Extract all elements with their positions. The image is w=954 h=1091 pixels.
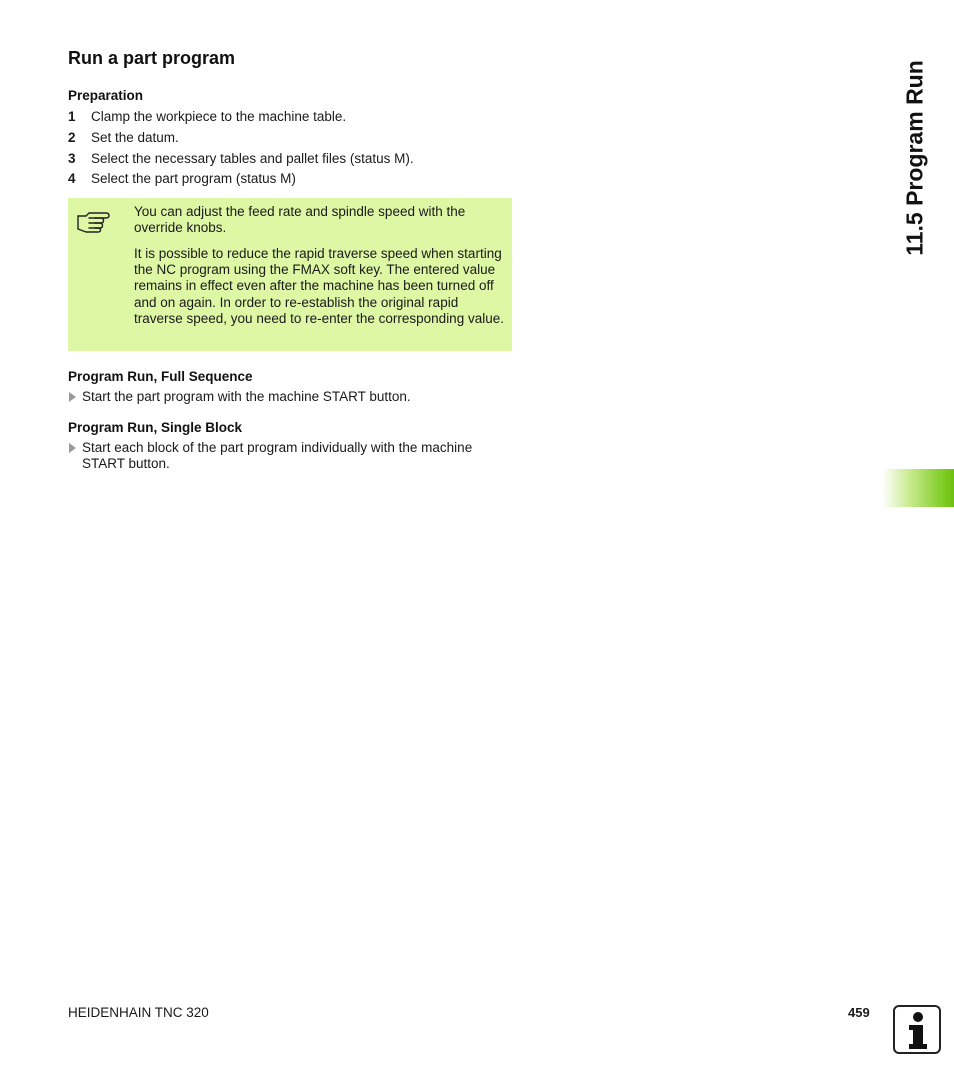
step-number: 1 — [68, 109, 76, 124]
step-text: Clamp the workpiece to the machine table. — [91, 109, 347, 124]
section-title: Run a part program — [68, 48, 236, 68]
chapter-tab-marker — [882, 469, 954, 507]
note-box — [68, 198, 512, 351]
pointing-hand-icon — [76, 208, 110, 234]
bullet-text: Start each block of the part program individually with the machine START button. — [82, 440, 473, 472]
step-number: 2 — [68, 130, 76, 145]
chapter-side-title — [895, 50, 935, 265]
chapter-side-title-text: 11.5 Program Run — [901, 59, 928, 256]
bullet-text: Start the part program with the machine START button. — [82, 389, 411, 404]
note-paragraph: It is possible to reduce the rapid traverse speed when starting the NC program using the FMAX soft key. The entered value remains in effect even after the machine has been turned off and on again. In order to re-establish the original rapid traverse speed, you need to re-enter the corresponding value. — [134, 246, 504, 326]
page-number: 459 — [848, 1005, 870, 1020]
preparation-heading: Preparation — [68, 88, 144, 103]
full-sequence-heading: Program Run, Full Sequence — [68, 369, 253, 384]
bullet-arrow-icon — [69, 443, 76, 453]
bullet-arrow-icon — [69, 392, 76, 402]
footer-product: HEIDENHAIN TNC 320 — [68, 1005, 209, 1020]
info-icon — [893, 1005, 941, 1054]
step-text: Set the datum. — [91, 130, 179, 145]
single-block-heading: Program Run, Single Block — [68, 420, 243, 435]
step-text: Select the part program (status M) — [91, 171, 296, 186]
info-glyph — [895, 1007, 939, 1052]
note-paragraph: You can adjust the feed rate and spindle speed with the override knobs. — [134, 204, 466, 236]
step-text: Select the necessary tables and pallet files (status M). — [91, 151, 414, 166]
step-number: 3 — [68, 151, 76, 166]
step-number: 4 — [68, 171, 76, 186]
